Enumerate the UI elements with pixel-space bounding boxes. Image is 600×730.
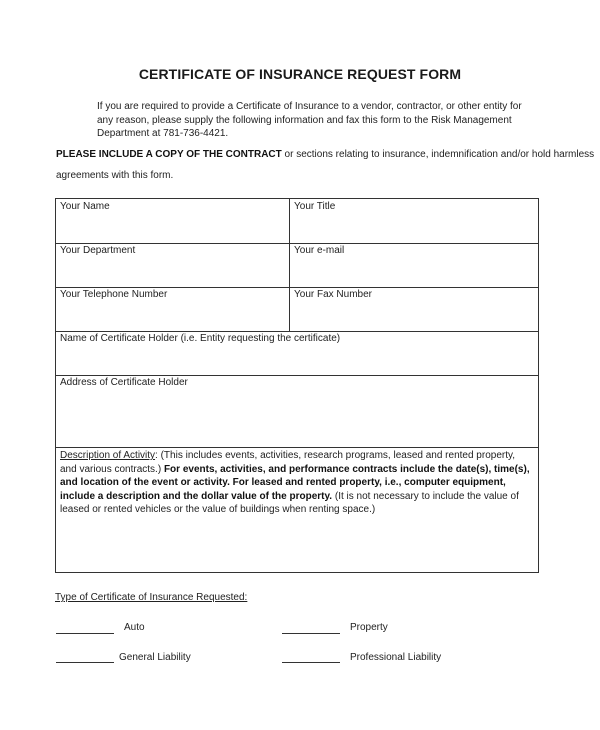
general-liability-label: General Liability	[119, 652, 191, 663]
activity-text-part1: : (This includes events, activities, research programs, leased and rented property, and various contracts.)	[60, 450, 516, 475]
contract-instruction	[56, 148, 595, 161]
intro-text: If you are required to provide a Certificate of Insurance to a vendor, contractor, or other entity for any reason, please supply the following information and fax this form to the Risk Management Department at 781-736-4421.	[97, 101, 522, 139]
professional-liability-blank[interactable]	[282, 662, 340, 663]
your-name-field[interactable]: Your Name	[60, 201, 110, 212]
row-divider	[56, 331, 538, 332]
certificate-holder-address-field[interactable]: Address of Certificate Holder	[60, 377, 188, 388]
professional-liability-label: Professional Liability	[350, 652, 442, 663]
your-fax-field[interactable]: Your Fax Number	[294, 289, 372, 300]
activity-label: Description of Activity	[60, 450, 156, 461]
request-form-table	[55, 198, 539, 573]
your-telephone-field[interactable]: Your Telephone Number	[60, 289, 168, 300]
general-liability-blank[interactable]	[56, 662, 114, 663]
row-divider	[56, 243, 538, 244]
row-divider	[56, 287, 538, 288]
row-divider	[56, 447, 538, 448]
activity-text-bold: For events, activities, and performance contracts include the date(s), time(s), and location of the event or activity. For leased and rented property, i.e., computer equipment, include a description and the dollar value of the property.	[60, 463, 530, 502]
auto-label: Auto	[124, 622, 145, 633]
your-title-field[interactable]: Your Title	[294, 201, 336, 212]
your-email-field[interactable]: Your e-mail	[294, 245, 345, 256]
row-divider	[56, 375, 538, 376]
auto-blank[interactable]	[56, 633, 114, 634]
page-title: CERTIFICATE OF INSURANCE REQUEST FORM	[138, 66, 462, 82]
certificate-holder-name-field[interactable]: Name of Certificate Holder (i.e. Entity requesting the certificate)	[60, 333, 341, 344]
property-label: Property	[350, 622, 388, 633]
property-blank[interactable]	[282, 633, 340, 634]
contract-instruction-line2: agreements with this form.	[56, 170, 174, 181]
activity-text-part2: (It is not necessary to include the value of leased or rented vehicles or the value of buildings when renting space.)	[60, 490, 519, 515]
column-divider	[289, 199, 290, 331]
description-of-activity-field[interactable]	[60, 449, 534, 517]
contract-instruction-rest: or sections relating to insurance, indemnification and/or hold harmless	[281, 149, 595, 160]
your-department-field[interactable]: Your Department	[60, 245, 136, 256]
type-requested-label: Type of Certificate of Insurance Requested:	[55, 592, 248, 603]
contract-instruction-bold: PLEASE INCLUDE A COPY OF THE CONTRACT	[56, 149, 282, 160]
